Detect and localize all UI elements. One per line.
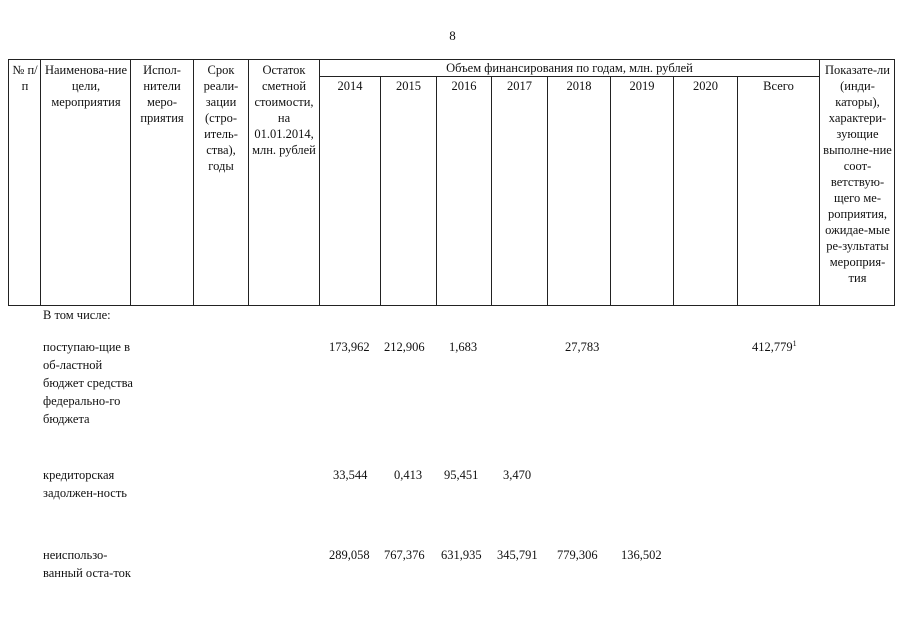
row3-2017: 345,791 <box>497 548 538 562</box>
row1-2015: 212,906 <box>384 340 425 354</box>
col-border <box>737 77 738 306</box>
row2-2015: 0,413 <box>394 468 423 482</box>
row3-2016: 631,935 <box>441 548 482 562</box>
header-term: Срок реали-зации (стро-итель-ства), годы <box>203 63 239 173</box>
table-header <box>0 59 905 306</box>
col-border <box>193 59 194 306</box>
col-border <box>547 77 548 306</box>
row-label-federal-funds: поступаю-щие в об-ластной бюджет средства федерально-го бюджета <box>43 340 133 426</box>
col-border <box>248 59 249 306</box>
header-year-2014: 2014 <box>337 79 363 93</box>
row3-2014: 289,058 <box>329 548 370 562</box>
page-number: 8 <box>449 28 456 43</box>
header-funding-group: Объем финансирования по годам, млн. рублей <box>446 61 693 75</box>
col-border <box>894 59 895 306</box>
row1-2014: 173,962 <box>329 340 370 354</box>
row2-2016: 95,451 <box>444 468 479 482</box>
row1-total-value: 412,779 <box>752 340 793 354</box>
header-year-2018: 2018 <box>566 79 592 93</box>
header-indicators: Показате-ли (инди-каторы), характери-зующие выполне-ние соот-ветствую-щего ме-роприятия, ожидае-мые ре-зультаты мероприя-тия <box>823 63 892 285</box>
header-total: Всего <box>763 79 794 93</box>
header-name: Наименова-ние цели, мероприятия <box>44 63 128 109</box>
footnote-marker: 1 <box>792 339 797 348</box>
header-year-2015: 2015 <box>396 79 421 93</box>
row1-total <box>752 338 797 356</box>
row1-2018: 27,783 <box>565 340 600 354</box>
row2-2014: 33,544 <box>333 468 368 482</box>
header-executors: Испол-нители меро-приятия <box>140 63 184 125</box>
col-border <box>491 77 492 306</box>
row1-2016: 1,683 <box>449 340 478 354</box>
col-border <box>436 77 437 306</box>
row-label-accounts-payable: кредиторская задолжен-ность <box>43 468 128 500</box>
col-border <box>319 59 320 306</box>
col-border <box>673 77 674 306</box>
row3-2019: 136,502 <box>621 548 662 562</box>
header-year-2017: 2017 <box>507 79 532 93</box>
header-remaining: Остаток сметной стоимости, на 01.01.2014, млн. рублей <box>252 63 316 157</box>
col-border <box>610 77 611 306</box>
col-border <box>819 59 820 306</box>
header-year-2020: 2020 <box>693 79 718 93</box>
row3-2018: 779,306 <box>557 548 598 562</box>
col-border <box>40 59 41 306</box>
section-label: В том числе: <box>43 308 111 322</box>
row3-2015: 767,376 <box>384 548 425 562</box>
header-year-2019: 2019 <box>629 79 655 93</box>
col-border <box>8 59 9 306</box>
row-label-unused-balance: неиспользо-ванный оста-ток <box>43 548 131 580</box>
row2-2017: 3,470 <box>503 468 532 482</box>
col-border <box>130 59 131 306</box>
header-year-2016: 2016 <box>451 79 477 93</box>
funding-subheader-border <box>319 76 819 77</box>
header-num: № п/п <box>12 63 38 93</box>
col-border <box>380 77 381 306</box>
